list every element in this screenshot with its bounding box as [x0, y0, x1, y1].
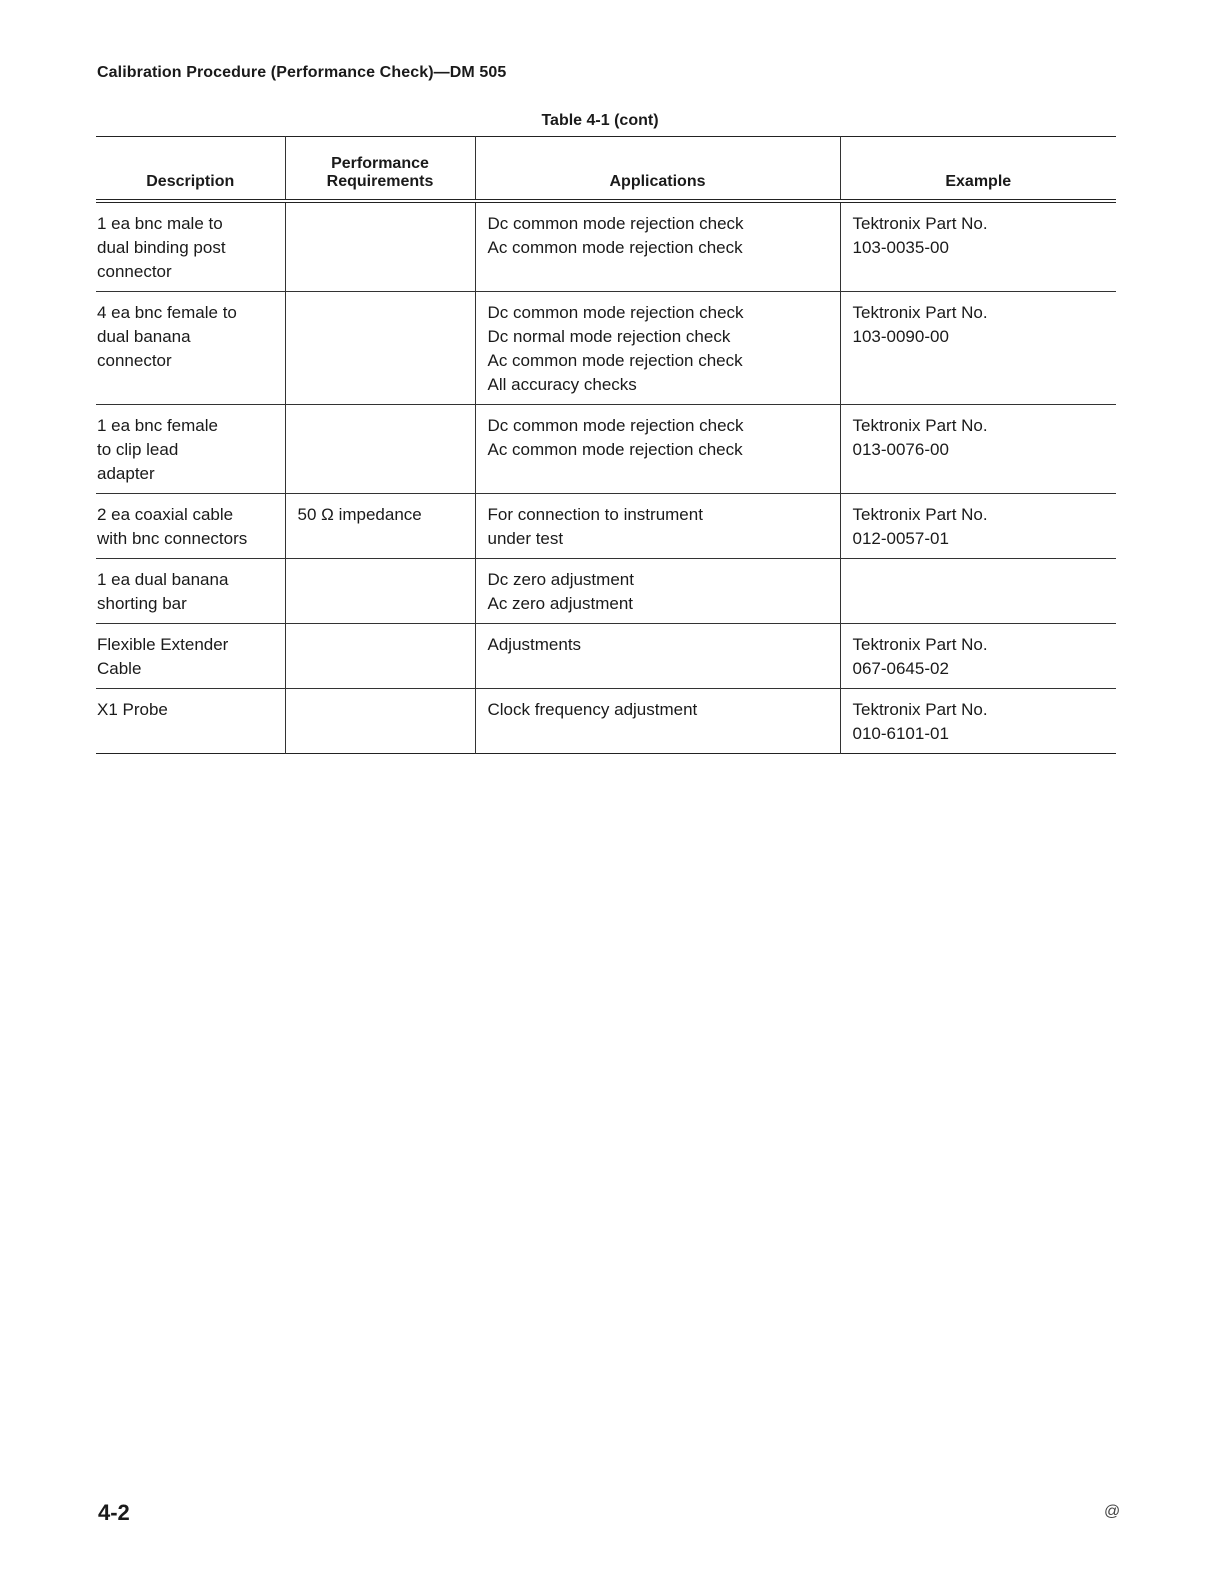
- cell-example-line: Tektronix Part No.: [852, 416, 988, 435]
- cell-description-line: shorting bar: [97, 594, 187, 613]
- cell-example-line: 013-0076-00: [852, 440, 949, 459]
- header-example: Example: [840, 137, 1116, 202]
- cell-description-line: Cable: [97, 659, 142, 678]
- cell-applications-line: Ac common mode rejection check: [487, 440, 743, 459]
- cell-description-line: connector: [97, 262, 172, 281]
- cell-performance: [285, 201, 475, 292]
- cell-applications-line: Ac common mode rejection check: [487, 238, 743, 257]
- cell-description: [96, 689, 285, 754]
- cell-example-line: 103-0035-00: [852, 238, 949, 257]
- cell-example: [840, 292, 1116, 405]
- cell-applications-line: Clock frequency adjustment: [487, 700, 698, 719]
- cell-description: [96, 405, 285, 494]
- cell-applications: [475, 494, 840, 559]
- table-header-row: [96, 137, 1116, 202]
- header-performance-requirements-text: Performance Requirements: [326, 155, 434, 190]
- cell-description: [96, 201, 285, 292]
- cell-description-line: X1 Probe: [97, 700, 168, 719]
- cell-example-line: 010-6101-01: [852, 724, 949, 743]
- cell-description-line: adapter: [97, 464, 155, 483]
- cell-applications-line: Adjustments: [487, 635, 582, 654]
- cell-performance-line: 50 Ω impedance: [297, 505, 422, 524]
- cell-description: [96, 559, 285, 624]
- cell-description-line: connector: [97, 351, 172, 370]
- equipment-table: [96, 136, 1116, 754]
- cell-applications-line: Ac common mode rejection check: [487, 351, 743, 370]
- table-row: [96, 494, 1116, 559]
- cell-applications-line: under test: [487, 529, 564, 548]
- cell-applications-line: Dc common mode rejection check: [487, 303, 744, 322]
- table-caption: Table 4-1 (cont): [541, 112, 659, 129]
- cell-performance: [285, 559, 475, 624]
- cell-description-line: dual banana: [97, 327, 191, 346]
- cell-applications: [475, 624, 840, 689]
- cell-applications-line: All accuracy checks: [487, 375, 637, 394]
- header-description: Description: [96, 137, 285, 202]
- cell-description-line: 2 ea coaxial cable: [97, 505, 234, 524]
- cell-performance: [285, 624, 475, 689]
- running-head: Calibration Procedure (Performance Check)—DM 505: [97, 64, 507, 81]
- cell-example: [840, 689, 1116, 754]
- cell-example: [840, 624, 1116, 689]
- table-body: [96, 201, 1116, 754]
- cell-applications: [475, 405, 840, 494]
- cell-description-line: 1 ea bnc female: [97, 416, 218, 435]
- cell-example-line: Tektronix Part No.: [852, 635, 988, 654]
- cell-example-line: Tektronix Part No.: [852, 505, 988, 524]
- table-row: [96, 559, 1116, 624]
- cell-applications-line: Dc common mode rejection check: [487, 214, 744, 233]
- cell-performance: [285, 494, 475, 559]
- cell-description-line: dual binding post: [97, 238, 226, 257]
- cell-description-line: to clip lead: [97, 440, 179, 459]
- table-row: [96, 405, 1116, 494]
- cell-performance: [285, 292, 475, 405]
- table-row: [96, 292, 1116, 405]
- cell-description: [96, 624, 285, 689]
- corner-mark: @: [1104, 1503, 1121, 1520]
- header-applications: Applications: [475, 137, 840, 202]
- cell-applications: [475, 689, 840, 754]
- cell-applications: [475, 292, 840, 405]
- cell-example: [840, 405, 1116, 494]
- cell-example: [840, 494, 1116, 559]
- cell-applications-line: For connection to instrument: [487, 505, 703, 524]
- cell-applications: [475, 201, 840, 292]
- cell-example-line: Tektronix Part No.: [852, 700, 988, 719]
- cell-example-line: 067-0645-02: [852, 659, 949, 678]
- cell-description-line: 1 ea bnc male to: [97, 214, 223, 233]
- cell-example-line: 012-0057-01: [852, 529, 949, 548]
- table-row: [96, 201, 1116, 292]
- cell-description-line: with bnc connectors: [97, 529, 248, 548]
- cell-example-line: Tektronix Part No.: [852, 214, 988, 233]
- cell-example-line: Tektronix Part No.: [852, 303, 988, 322]
- table-row: [96, 624, 1116, 689]
- cell-example-line: 103-0090-00: [852, 327, 949, 346]
- cell-applications-line: Dc common mode rejection check: [487, 416, 744, 435]
- cell-applications-line: Dc normal mode rejection check: [487, 327, 731, 346]
- cell-description-line: Flexible Extender: [97, 635, 229, 654]
- cell-example: [840, 201, 1116, 292]
- cell-applications-line: Ac zero adjustment: [487, 594, 634, 613]
- header-performance-requirements: [285, 137, 475, 202]
- cell-description: [96, 494, 285, 559]
- cell-description: [96, 292, 285, 405]
- cell-example: [840, 559, 1116, 624]
- cell-applications-line: Dc zero adjustment: [487, 570, 634, 589]
- cell-performance: [285, 689, 475, 754]
- cell-applications: [475, 559, 840, 624]
- cell-description-line: 1 ea dual banana: [97, 570, 229, 589]
- cell-description-line: 4 ea bnc female to: [97, 303, 237, 322]
- cell-performance: [285, 405, 475, 494]
- table-row: [96, 689, 1116, 754]
- page-number: 4-2: [98, 1500, 130, 1525]
